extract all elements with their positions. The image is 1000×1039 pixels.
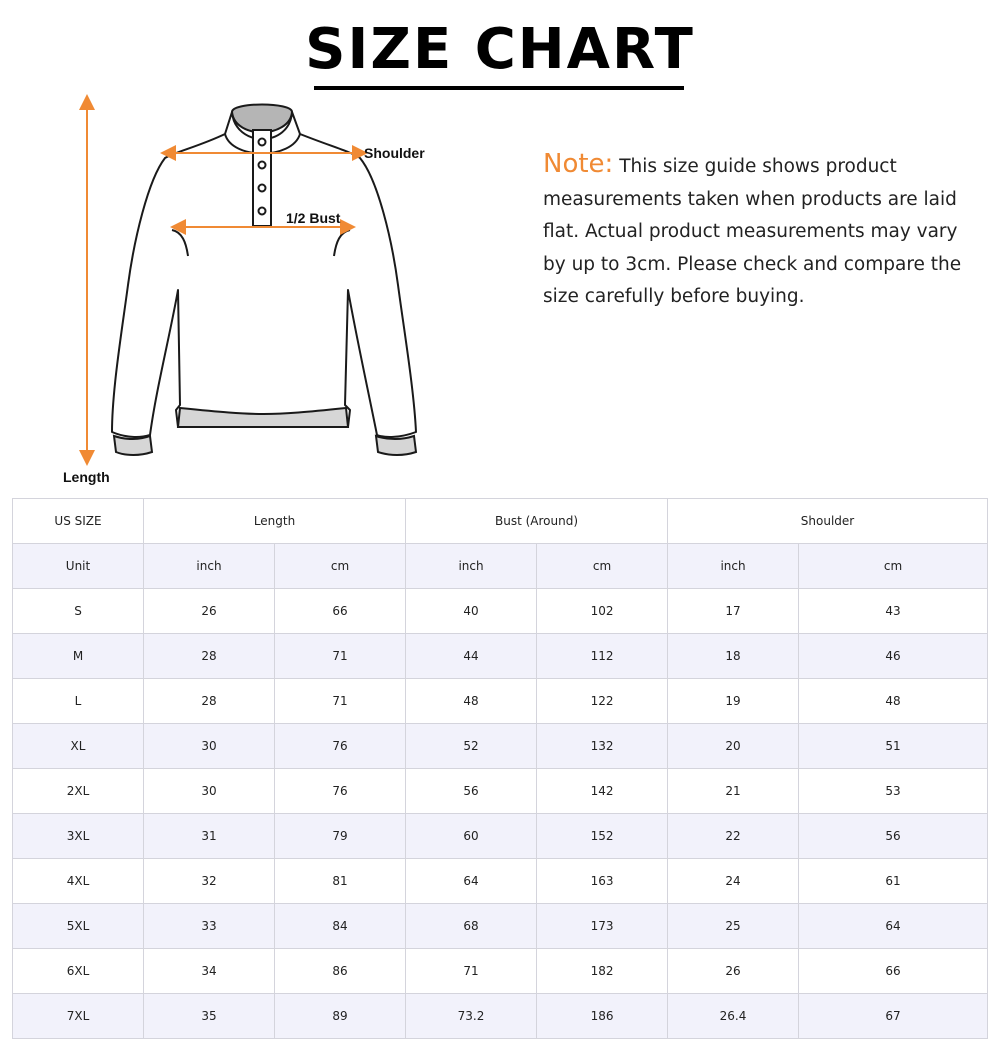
cell-bust-inch: 56	[406, 769, 537, 814]
header-length: Length	[144, 499, 406, 544]
cell-size: M	[13, 634, 144, 679]
cell-length-cm: 76	[275, 724, 406, 769]
cell-shoulder-inch: 18	[668, 634, 799, 679]
table-row	[13, 724, 988, 769]
cell-bust-inch: 73.2	[406, 994, 537, 1039]
note-text: This size guide shows product measurements taken when products are laid flat. Actual product measurements may vary by up to 3cm. Please check and compare the size carefully before buying.	[543, 156, 962, 307]
table-row	[13, 589, 988, 634]
table-row	[13, 904, 988, 949]
note-label: Note:	[543, 149, 614, 179]
cell-size: 4XL	[13, 859, 144, 904]
left-cuff	[114, 436, 152, 455]
table-row	[13, 679, 988, 724]
table-row	[13, 949, 988, 994]
cell-shoulder-cm: 66	[799, 949, 988, 994]
cell-length-cm: 89	[275, 994, 406, 1039]
cell-bust-inch: 40	[406, 589, 537, 634]
shoulder-label: Shoulder	[364, 145, 425, 161]
cell-shoulder-inch: 24	[668, 859, 799, 904]
cell-bust-cm: 186	[537, 994, 668, 1039]
cell-bust-cm: 182	[537, 949, 668, 994]
cell-size: XL	[13, 724, 144, 769]
cell-shoulder-inch: 17	[668, 589, 799, 634]
cell-length-cm: 71	[275, 634, 406, 679]
cell-length-inch: 26	[144, 589, 275, 634]
cell-shoulder-cm: 48	[799, 679, 988, 724]
cell-length-cm: 79	[275, 814, 406, 859]
cell-size: L	[13, 679, 144, 724]
cell-shoulder-inch: 19	[668, 679, 799, 724]
cell-size: 7XL	[13, 994, 144, 1039]
cell-bust-inch: 48	[406, 679, 537, 724]
cell-length-cm: 76	[275, 769, 406, 814]
cell-bust-cm: 163	[537, 859, 668, 904]
cell-bust-inch: 71	[406, 949, 537, 994]
note-block	[543, 148, 983, 314]
cell-length-cm: 86	[275, 949, 406, 994]
cell-length-inch: 30	[144, 724, 275, 769]
cell-length-cm: 84	[275, 904, 406, 949]
garment-diagram	[0, 90, 520, 490]
cell-length-inch: 28	[144, 634, 275, 679]
cell-size: 6XL	[13, 949, 144, 994]
cell-size: 3XL	[13, 814, 144, 859]
sweatshirt-illustration	[0, 90, 520, 490]
header-shoulder: Shoulder	[668, 499, 988, 544]
cell-shoulder-cm: 51	[799, 724, 988, 769]
header-us-size: US SIZE	[13, 499, 144, 544]
cell-shoulder-inch: 21	[668, 769, 799, 814]
header-bust: Bust (Around)	[406, 499, 668, 544]
cell-shoulder-cm: 61	[799, 859, 988, 904]
cell-size: 5XL	[13, 904, 144, 949]
cell-length-cm: 66	[275, 589, 406, 634]
cell-shoulder-cm: 64	[799, 904, 988, 949]
cell-bust-inch: 44	[406, 634, 537, 679]
cell-bust-cm: 152	[537, 814, 668, 859]
cell-shoulder-inch: 26.4	[668, 994, 799, 1039]
unit-shoulder-inch: inch	[668, 544, 799, 589]
cell-bust-inch: 60	[406, 814, 537, 859]
cell-bust-cm: 132	[537, 724, 668, 769]
cell-bust-cm: 112	[537, 634, 668, 679]
cell-bust-inch: 52	[406, 724, 537, 769]
table-row	[13, 814, 988, 859]
cell-bust-inch: 64	[406, 859, 537, 904]
cell-shoulder-cm: 67	[799, 994, 988, 1039]
cell-bust-inch: 68	[406, 904, 537, 949]
cell-shoulder-cm: 46	[799, 634, 988, 679]
cell-length-inch: 31	[144, 814, 275, 859]
bust-label: 1/2 Bust	[286, 210, 341, 226]
cell-length-cm: 81	[275, 859, 406, 904]
table-row	[13, 769, 988, 814]
table-row	[13, 634, 988, 679]
unit-bust-cm: cm	[537, 544, 668, 589]
unit-length-inch: inch	[144, 544, 275, 589]
cell-length-inch: 28	[144, 679, 275, 724]
cell-length-inch: 30	[144, 769, 275, 814]
length-label: Length	[63, 469, 110, 485]
cell-bust-cm: 122	[537, 679, 668, 724]
cell-bust-cm: 102	[537, 589, 668, 634]
cell-length-cm: 71	[275, 679, 406, 724]
table-row	[13, 994, 988, 1039]
cell-shoulder-inch: 25	[668, 904, 799, 949]
unit-bust-inch: inch	[406, 544, 537, 589]
cell-length-inch: 32	[144, 859, 275, 904]
cell-shoulder-cm: 56	[799, 814, 988, 859]
right-cuff	[376, 436, 416, 455]
unit-length-cm: cm	[275, 544, 406, 589]
cell-size: 2XL	[13, 769, 144, 814]
table-row	[13, 859, 988, 904]
cell-length-inch: 35	[144, 994, 275, 1039]
cell-shoulder-cm: 53	[799, 769, 988, 814]
unit-shoulder-cm: cm	[799, 544, 988, 589]
cell-shoulder-inch: 20	[668, 724, 799, 769]
page-title: SIZE CHART	[305, 17, 695, 82]
collar	[232, 105, 292, 133]
cell-shoulder-inch: 26	[668, 949, 799, 994]
table-header-row	[13, 499, 988, 544]
cell-length-inch: 34	[144, 949, 275, 994]
cell-shoulder-cm: 43	[799, 589, 988, 634]
size-table	[12, 498, 988, 1039]
cell-length-inch: 33	[144, 904, 275, 949]
cell-size: S	[13, 589, 144, 634]
unit-label: Unit	[13, 544, 144, 589]
table-unit-row	[13, 544, 988, 589]
cell-bust-cm: 173	[537, 904, 668, 949]
cell-shoulder-inch: 22	[668, 814, 799, 859]
cell-bust-cm: 142	[537, 769, 668, 814]
